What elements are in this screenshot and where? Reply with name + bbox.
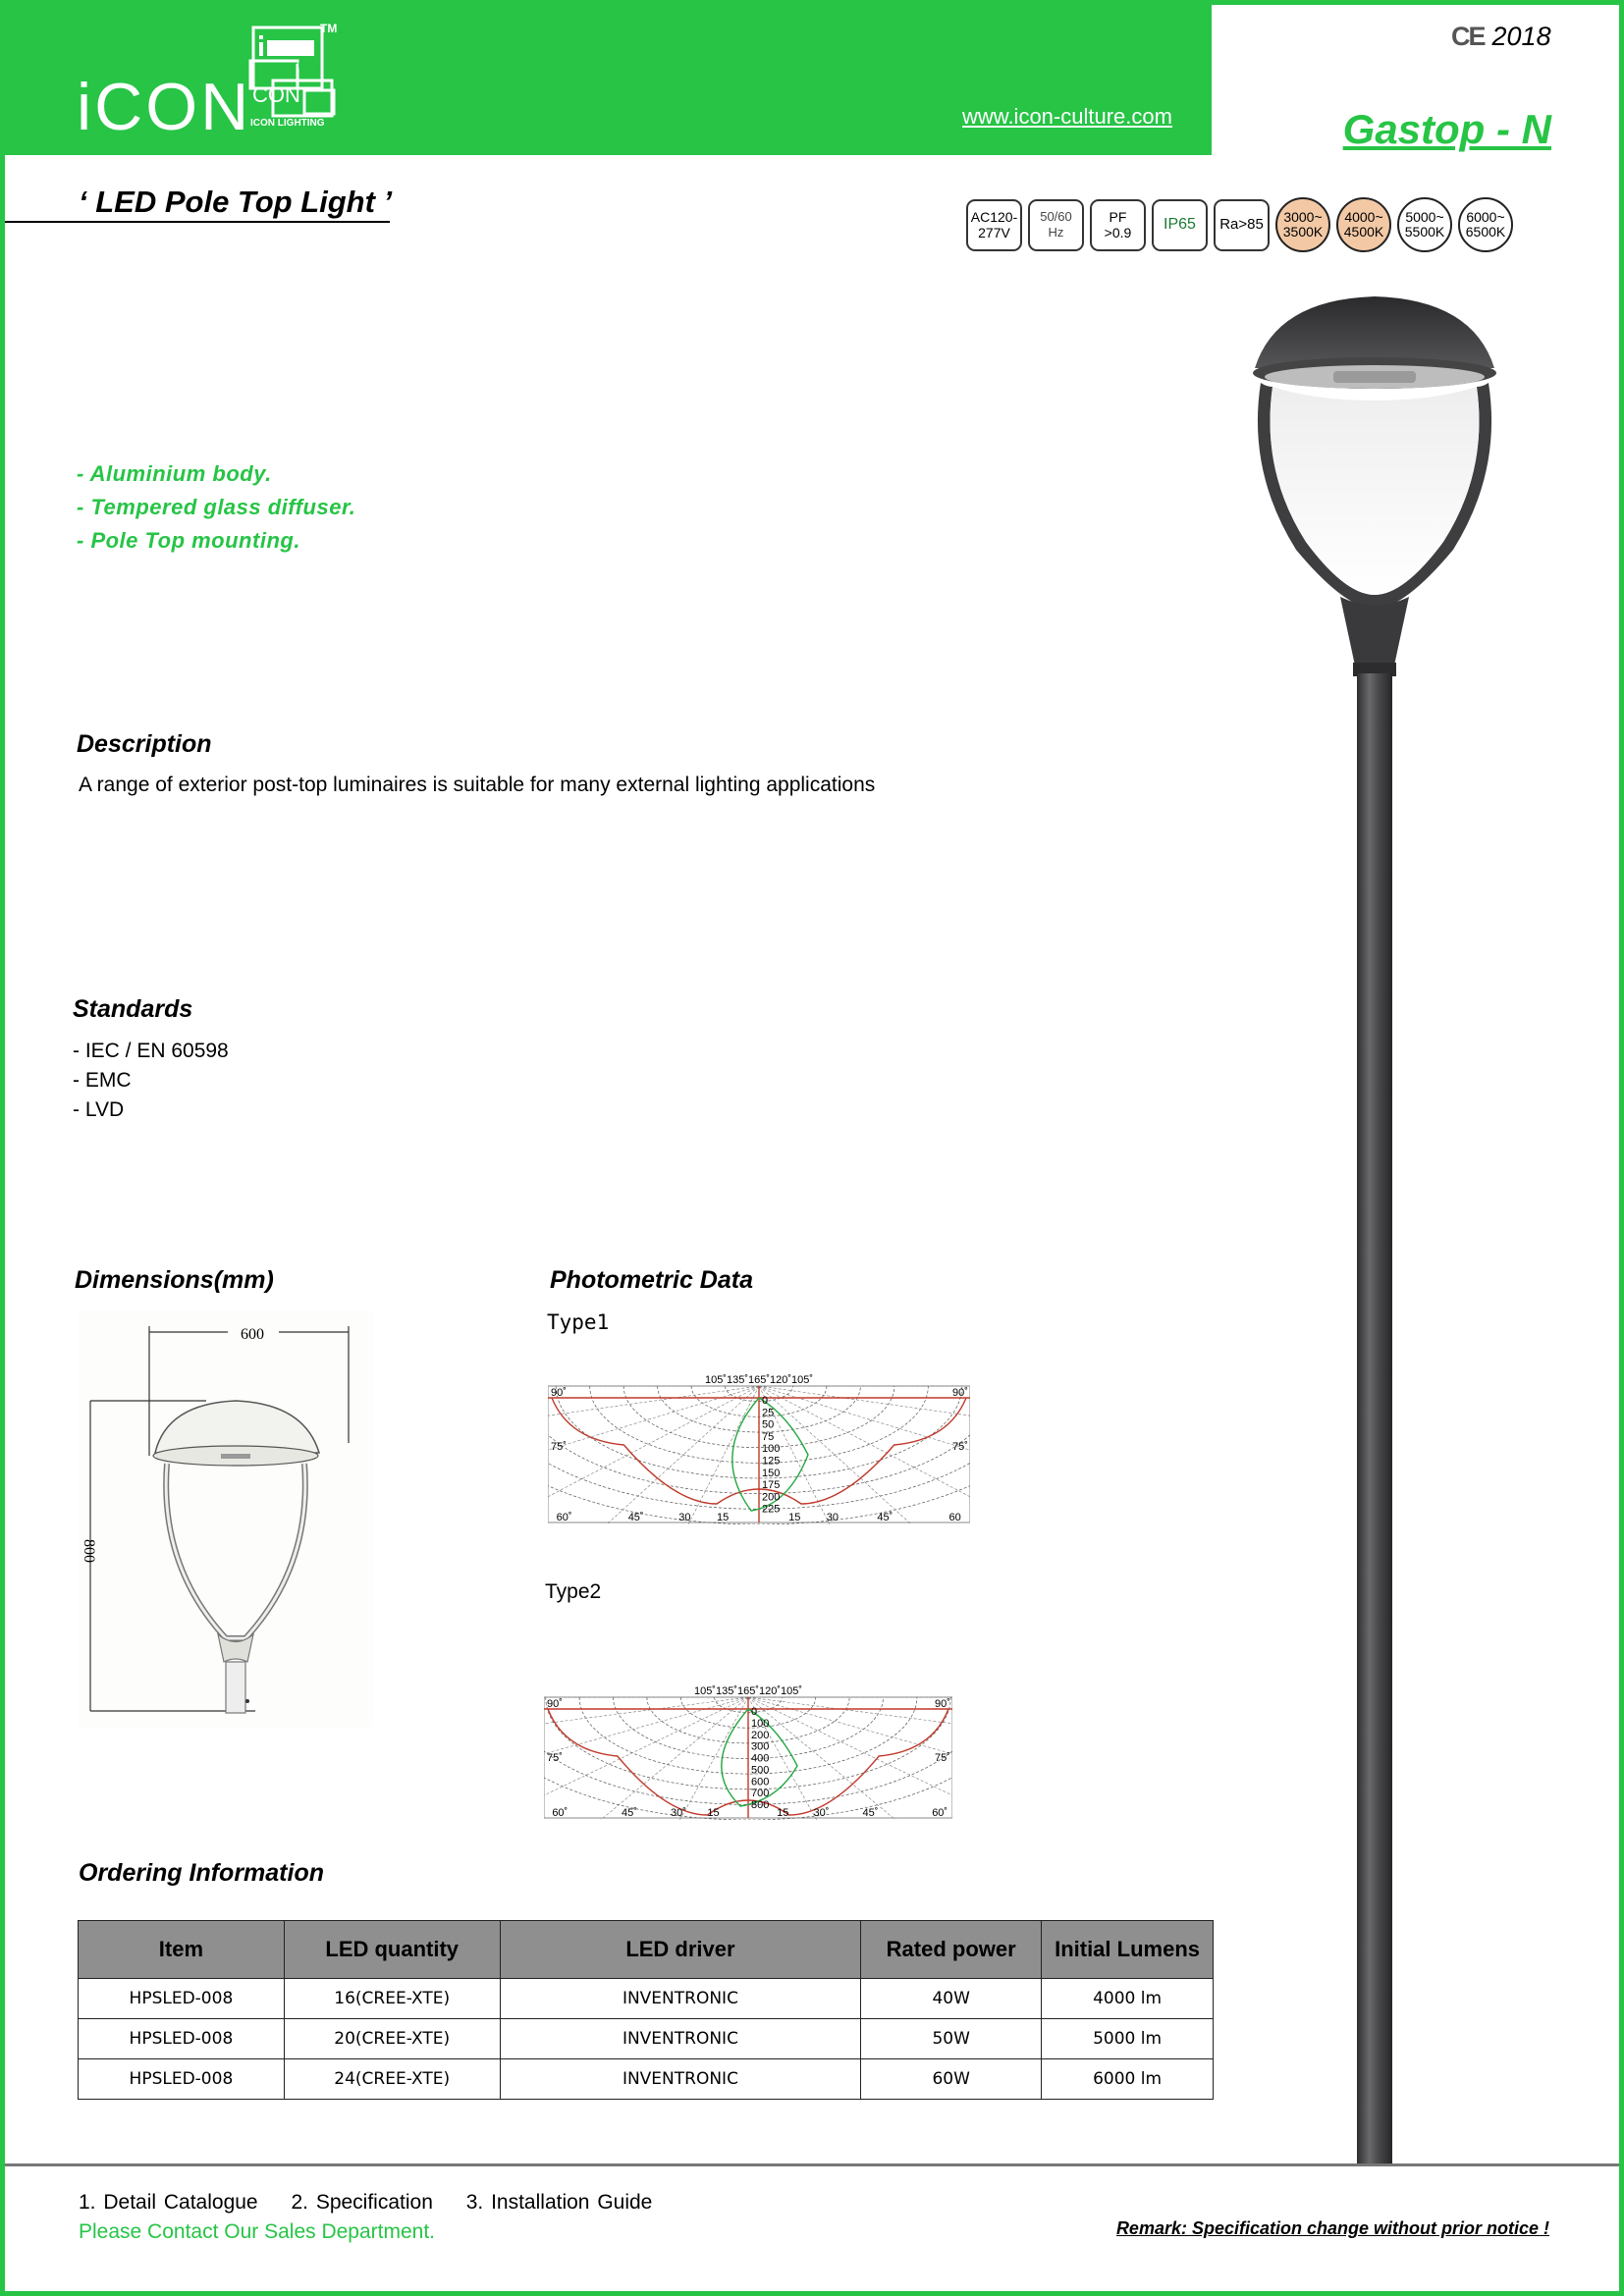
bottom-angle-label: 30 xyxy=(826,1512,839,1523)
voltage-badge: AC120- 277V xyxy=(966,199,1022,251)
cct-3000-badge: 3000~ 3500K xyxy=(1275,197,1330,252)
table-cell: 24(CREE-XTE) xyxy=(284,2059,500,2100)
side-label-right-90: 90˚ xyxy=(935,1698,950,1710)
description-text: A range of exterior post-top luminaires is suitable for many external lighting applications xyxy=(79,774,876,796)
table-cell: 20(CREE-XTE) xyxy=(284,2019,500,2059)
side-label-right-75: 75˚ xyxy=(952,1441,968,1453)
logo-con-text: CON xyxy=(252,82,300,107)
power-factor-badge: PF >0.9 xyxy=(1090,199,1146,251)
bottom-angle-label: 60˚ xyxy=(556,1512,572,1523)
radial-label: 25 xyxy=(762,1407,775,1419)
radial-label: 400 xyxy=(751,1752,770,1765)
bottom-angle-label: 15 xyxy=(707,1807,720,1819)
ce-icon: CE xyxy=(1451,22,1485,51)
product-photo xyxy=(1237,285,1512,2169)
logo-subtitle: ICON LIGHTING xyxy=(250,118,325,129)
column-header: Item xyxy=(79,1921,285,1979)
cri-badge: Ra>85 xyxy=(1214,199,1270,251)
column-header: LED quantity xyxy=(284,1921,500,1979)
table-row xyxy=(79,1979,1214,2019)
description-heading: Description xyxy=(77,730,212,758)
table-cell: 50W xyxy=(861,2019,1042,2059)
feature-item: - Pole Top mounting. xyxy=(77,528,300,553)
radial-label: 150 xyxy=(762,1467,781,1479)
table-cell: 60W xyxy=(861,2059,1042,2100)
table-header-row xyxy=(79,1921,1214,1979)
year: 2018 xyxy=(1491,22,1551,51)
table-cell: INVENTRONIC xyxy=(500,2059,861,2100)
trademark: TM xyxy=(320,22,338,35)
radial-label: 200 xyxy=(751,1729,770,1741)
bottom-angle-label: 15 xyxy=(788,1512,801,1523)
radial-label: 75 xyxy=(762,1430,775,1443)
photometric-diagram-type1 xyxy=(548,1372,970,1524)
table-cell: HPSLED-008 xyxy=(79,1979,285,2019)
standard-item: - EMC xyxy=(73,1069,132,1092)
specification-link[interactable]: 2. Specification xyxy=(291,2191,433,2214)
radial-label: 225 xyxy=(762,1503,781,1516)
standard-item: - LVD xyxy=(73,1098,125,1121)
radial-label: 700 xyxy=(751,1788,770,1800)
bottom-angle-label: 30˚ xyxy=(670,1807,686,1819)
brand-name: iCON xyxy=(77,70,252,144)
table-cell: INVENTRONIC xyxy=(500,2019,861,2059)
standards-list xyxy=(73,1037,229,1125)
standard-item: - IEC / EN 60598 xyxy=(73,1040,229,1062)
installation-guide-link[interactable]: 3. Installation Guide xyxy=(465,2191,653,2214)
radial-label: 0 xyxy=(762,1395,769,1407)
radial-label: 800 xyxy=(751,1799,770,1812)
feature-list xyxy=(77,457,355,558)
table-cell: HPSLED-008 xyxy=(79,2059,285,2100)
column-header: Initial Lumens xyxy=(1042,1921,1214,1979)
side-label-left-75: 75˚ xyxy=(551,1441,567,1453)
feature-item: - Aluminium body. xyxy=(77,461,272,486)
width-label: 600 xyxy=(241,1326,264,1343)
contact-text: Please Contact Our Sales Department. xyxy=(79,2220,436,2243)
bottom-angle-label: 15 xyxy=(717,1512,730,1523)
product-title: ‘ LED Pole Top Light ’ xyxy=(79,185,393,219)
dimension-drawing xyxy=(79,1310,373,1728)
table-cell: 40W xyxy=(861,1979,1042,2019)
table-cell: 16(CREE-XTE) xyxy=(284,1979,500,2019)
cct-5000-badge: 5000~ 5500K xyxy=(1397,197,1452,252)
table-cell: 4000 lm xyxy=(1042,1979,1214,2019)
model-name: Gastop - N xyxy=(1342,106,1551,152)
ip-rating-badge: IP65 xyxy=(1152,199,1208,251)
bottom-angle-label: 60˚ xyxy=(552,1807,568,1819)
type1-label: Type1 xyxy=(547,1310,610,1334)
side-label-right-90: 90˚ xyxy=(952,1387,968,1399)
dimensions-heading: Dimensions(mm) xyxy=(75,1266,274,1294)
bottom-angle-label: 30˚ xyxy=(813,1807,830,1819)
remark-text: Remark: Specification change without prior notice ! xyxy=(1115,2218,1549,2238)
table-cell: 6000 lm xyxy=(1042,2059,1214,2100)
photometric-heading: Photometric Data xyxy=(550,1266,753,1294)
icon-logo xyxy=(245,22,353,128)
spec-badges xyxy=(966,197,1513,252)
frequency-badge: 50/60 Hz xyxy=(1028,199,1084,251)
detail-catalogue-link[interactable]: 1. Detail Catalogue xyxy=(79,2191,258,2214)
column-header: Rated power xyxy=(861,1921,1042,1979)
side-label-left-90: 90˚ xyxy=(547,1698,563,1710)
radial-label: 175 xyxy=(762,1479,781,1492)
feature-item: - Tempered glass diffuser. xyxy=(77,495,356,519)
logo-culture-text: CULTURE xyxy=(270,61,321,73)
website-link[interactable]: www.icon-culture.com xyxy=(962,104,1172,129)
title-underline xyxy=(5,221,390,223)
table-row xyxy=(79,2059,1214,2100)
table-row xyxy=(79,2019,1214,2059)
radial-label: 100 xyxy=(751,1717,770,1730)
radial-label: 50 xyxy=(762,1418,775,1431)
side-label-left-75: 75˚ xyxy=(547,1752,563,1764)
top-angle-label: 105˚135˚165˚120˚105˚ xyxy=(693,1685,803,1697)
ordering-heading: Ordering Information xyxy=(79,1859,324,1887)
bottom-angle-label: 30 xyxy=(678,1512,691,1523)
footer-divider xyxy=(5,2163,1619,2166)
table-cell: INVENTRONIC xyxy=(500,1979,861,2019)
bottom-angle-label: 45˚ xyxy=(627,1512,644,1523)
standards-heading: Standards xyxy=(73,995,193,1023)
radial-label: 600 xyxy=(751,1776,770,1789)
column-header: LED driver xyxy=(500,1921,861,1979)
ce-year xyxy=(1451,22,1551,52)
header-bar xyxy=(0,0,1212,155)
height-label: 800 xyxy=(81,1539,97,1563)
top-angle-label: 105˚135˚165˚120˚105˚ xyxy=(704,1374,814,1386)
bottom-angle-label: 45˚ xyxy=(622,1807,637,1819)
radial-label: 0 xyxy=(751,1706,758,1718)
side-label-right-75: 75˚ xyxy=(935,1752,950,1764)
type2-label: Type2 xyxy=(545,1580,602,1603)
table-cell: HPSLED-008 xyxy=(79,2019,285,2059)
radial-label: 125 xyxy=(762,1455,781,1468)
photometric-diagram-type2 xyxy=(544,1684,952,1820)
footer-links xyxy=(79,2191,677,2215)
radial-label: 300 xyxy=(751,1740,770,1753)
cct-4000-badge: 4000~ 4500K xyxy=(1336,197,1391,252)
bottom-angle-label: 60 xyxy=(948,1512,961,1523)
ordering-table xyxy=(78,1920,1214,2100)
bottom-angle-label: 60˚ xyxy=(932,1807,948,1819)
radial-label: 100 xyxy=(762,1443,781,1456)
bottom-angle-label: 45˚ xyxy=(862,1807,879,1819)
table-cell: 5000 lm xyxy=(1042,2019,1214,2059)
bottom-angle-label: 45˚ xyxy=(877,1512,893,1523)
cct-6000-badge: 6000~ 6500K xyxy=(1458,197,1513,252)
radial-label: 200 xyxy=(762,1491,781,1504)
radial-label: 500 xyxy=(751,1764,770,1777)
bottom-angle-label: 15 xyxy=(777,1807,789,1819)
side-label-left-90: 90˚ xyxy=(551,1387,567,1399)
